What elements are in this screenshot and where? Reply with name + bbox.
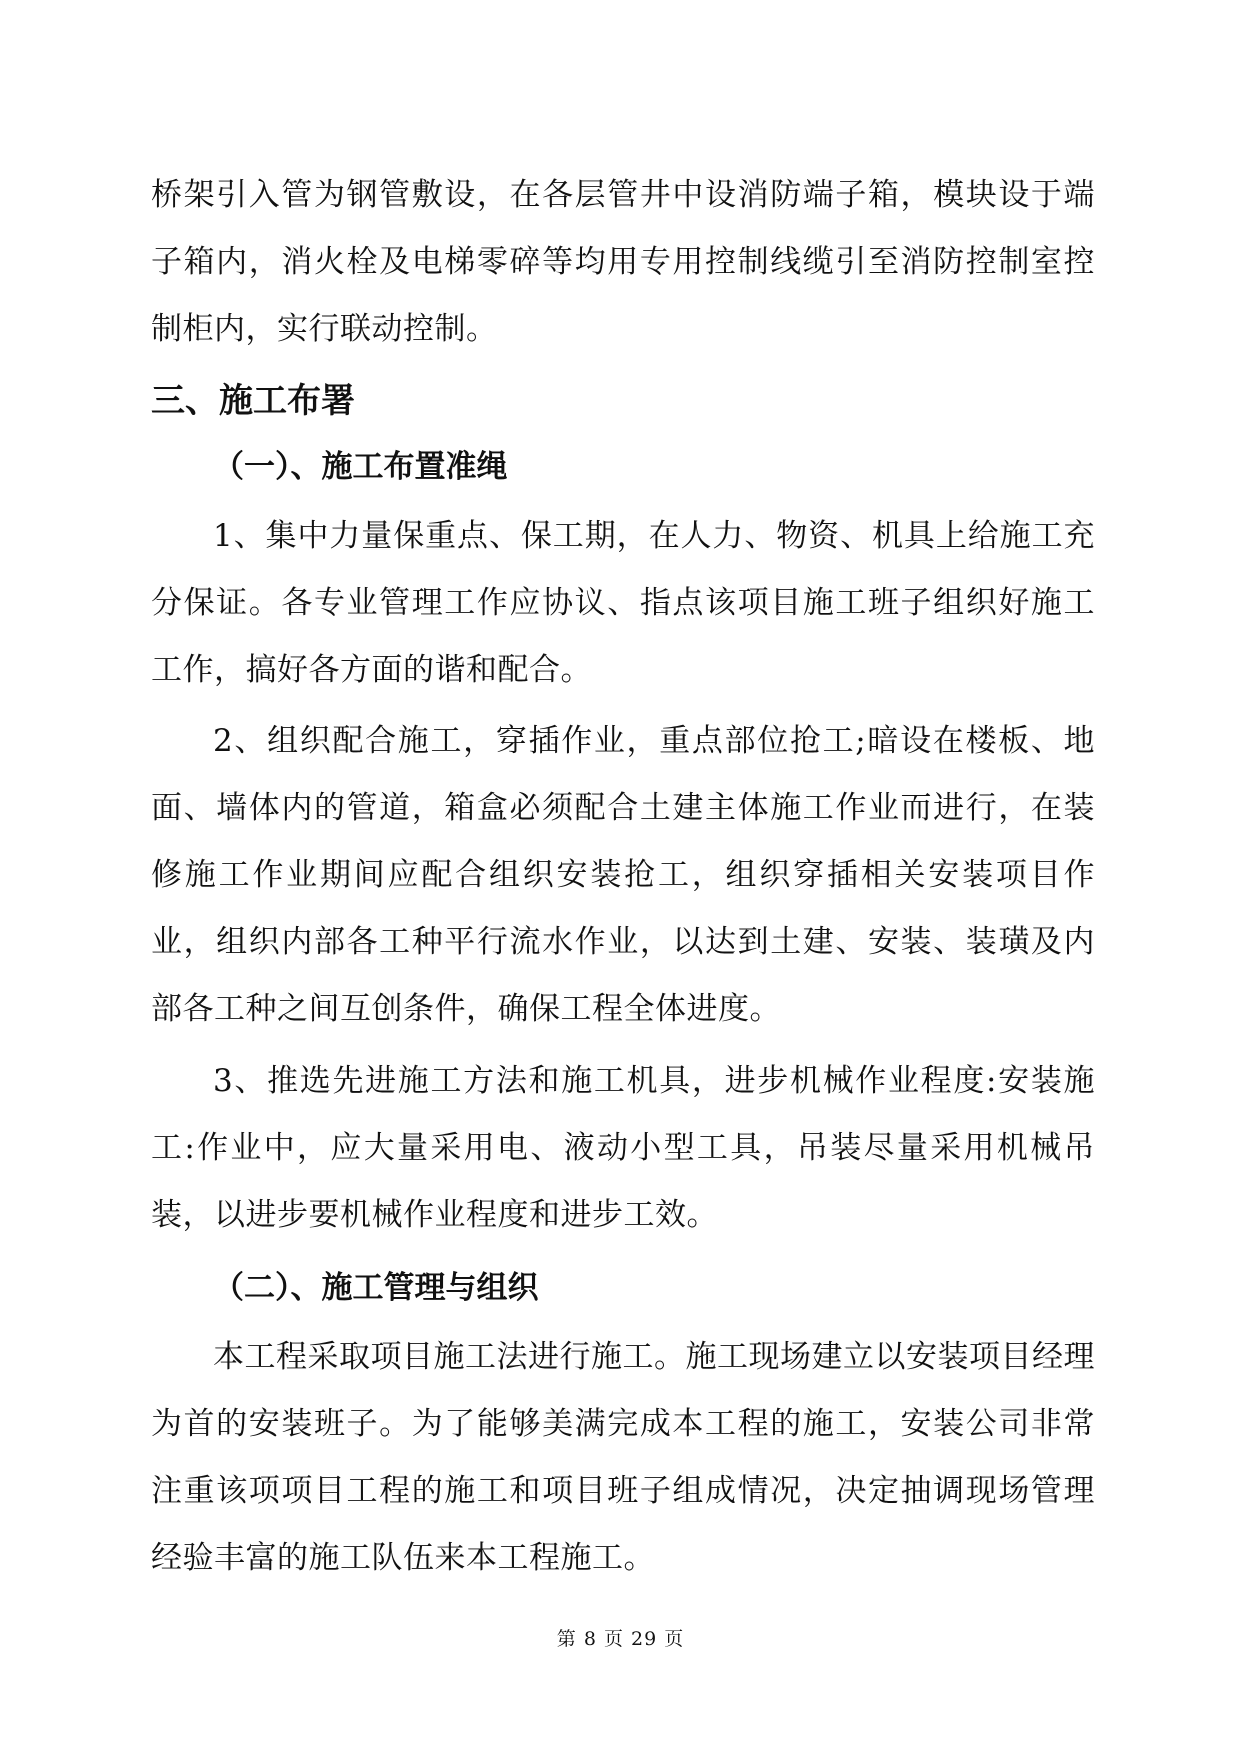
continuation-paragraph: 桥架引入管为钢管敷设，在各层管井中设消防端子箱，模块设于端子箱内，消火栓及电梯零碎等均用专用控制线缆引至消防控制室控制柜内，实行联动控制。	[151, 177, 1095, 347]
paragraph-2: 2、组织配合施工，穿插作业，重点部位抢工;暗设在楼板、地面、墙体内的管道，箱盒必须配合土建主体施工作业而进行，在装修施工作业期间应配合组织安装抢工，组织穿插相关安装项目作业，组织内部各工种平行流水作业，以达到土建、安装、装璜及内部各工种之间互创条件，确保工程全体进度。	[151, 723, 1095, 1027]
paragraph-1: 1、集中力量保重点、保工期，在人力、物资、机具上给施工充分保证。各专业管理工作应协议、指点该项目施工班子组织好施工工作，搞好各方面的谐和配合。	[151, 518, 1095, 688]
paragraph-4: 本工程采取项目施工法进行施工。施工现场建立以安装项目经理为首的安装班子。为了能够美满完成本工程的施工，安装公司非常注重该项项目工程的施工和项目班子组成情况，决定抽调现场管理经验丰富的施工队伍来本工程施工。	[151, 1339, 1095, 1576]
subsection-heading-2: （二）、施工管理与组织	[213, 1270, 539, 1306]
section-heading: 三、施工布署	[151, 381, 355, 421]
subsection-heading-1: （一）、施工布置准绳	[213, 449, 508, 485]
paragraph-3: 3、推选先进施工方法和施工机具，进步机械作业程度:安装施工:作业中，应大量采用电、液动小型工具，吊装尽量采用机械吊装，以进步要机械作业程度和进步工效。	[151, 1063, 1095, 1233]
page-number-footer: 第 8 页 29 页	[556, 1628, 685, 1650]
